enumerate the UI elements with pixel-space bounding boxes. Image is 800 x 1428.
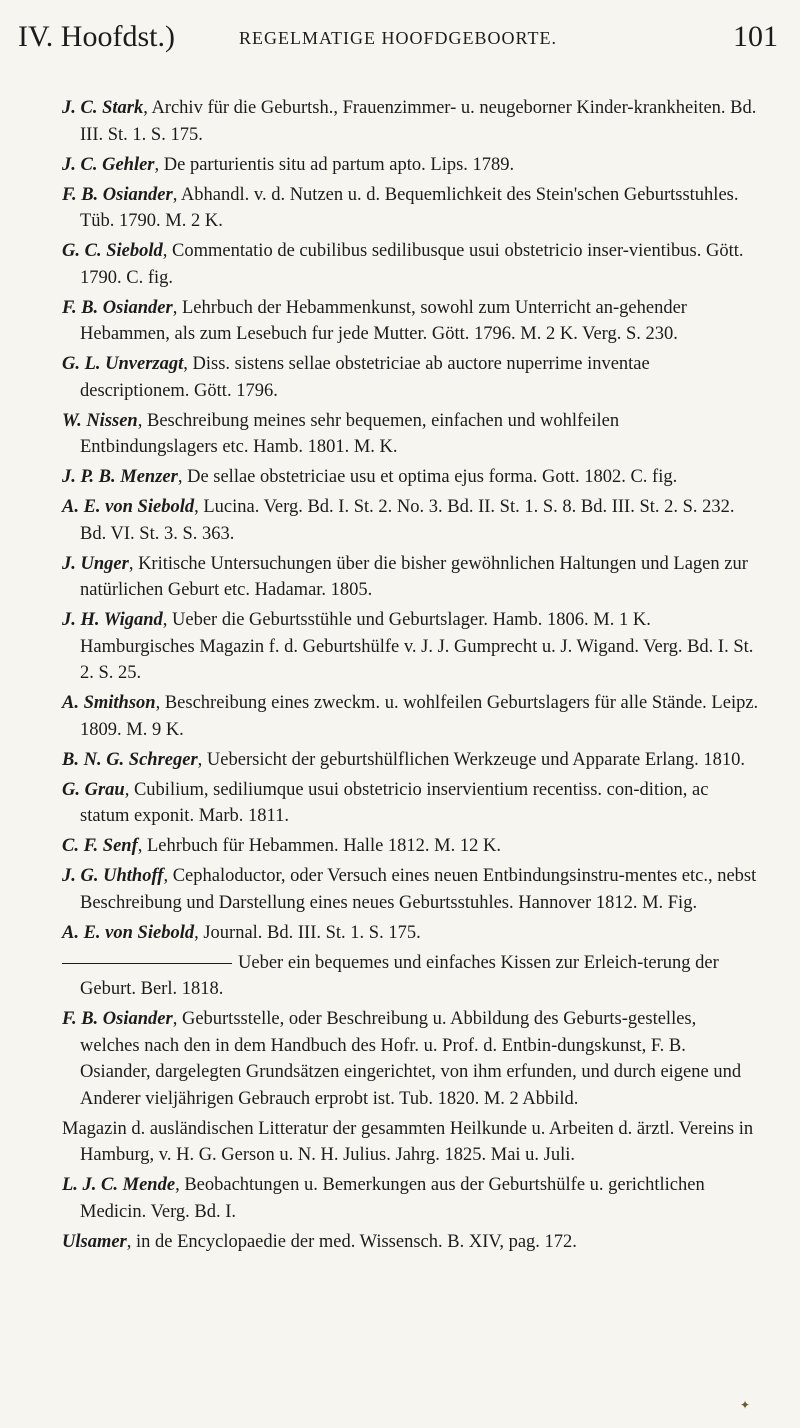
entry-author: A. Smithson xyxy=(62,693,156,713)
entry-text: , Lehrbuch für Hebammen. Halle 1812. M. 12 K. xyxy=(137,836,501,856)
entry-author: F. B. Osiander xyxy=(62,1009,173,1029)
bibliography-entry xyxy=(62,863,760,916)
chapter-label: IV. Hoofdst.) xyxy=(18,20,175,53)
entry-text: , Lucina. Verg. Bd. I. St. 2. No. 3. Bd. II. St. 1. S. 8. Bd. III. St. 2. S. 232. Bd. VI. St. 3. S. 363. xyxy=(80,497,735,544)
entry-text: , Uebersicht der geburtshülflichen Werkzeuge und Apparate Erlang. 1810. xyxy=(197,749,746,770)
entry-author: F. B. Osiander xyxy=(62,297,173,318)
entry-author: A. E. von Siebold xyxy=(62,922,195,943)
entry-text: Magazin d. ausländischen Litteratur der gesammten Heilkunde u. Arbeiten d. ärztl. Vereins in Hamburg, v. H. G. Gerson u. N. H. Julius. Jahrg. 1825. Mai u. Juli. xyxy=(62,1118,754,1165)
entry-text: , Beschreibung meines sehr bequemen, einfachen und wohlfeilen Entbindungslagers etc. Hamb. 1801. M. K. xyxy=(80,410,620,457)
entry-author: G. C. Siebold xyxy=(62,241,163,261)
entry-author: Ulsamer xyxy=(62,1231,127,1252)
entry-text: , Cephaloductor, oder Versuch eines neuen Entbindungsinstru-mentes etc., nebst Beschreibung und Darstellung eines neues Geburtsstuhles. Hannover 1812. M. Fig. xyxy=(80,866,757,913)
stray-mark: ✦ xyxy=(740,1398,751,1412)
entry-text: , Archiv für die Geburtsh., Frauenzimmer- u. neugeborner Kinder-krankheiten. Bd. III. St. 1. S. 175. xyxy=(80,98,757,145)
entry-author: G. L. Unverzagt xyxy=(62,354,184,374)
entry-text: , Beschreibung eines zweckm. u. wohlfeilen Geburtslagers für alle Stände. Leipz. 1809. M. 9 K. xyxy=(80,693,759,740)
bibliography-list xyxy=(62,95,760,1259)
entry-author: B. N. G. Schreger xyxy=(62,749,198,770)
bibliography-entry xyxy=(62,833,760,860)
bibliography-entry xyxy=(62,747,760,774)
bibliography-entry xyxy=(62,690,760,743)
entry-author: J. G. Uhthoff xyxy=(62,866,164,886)
page-header xyxy=(18,20,778,60)
bibliography-entry xyxy=(62,152,760,179)
entry-author: F. B. Osiander xyxy=(62,184,173,205)
entry-text: Ueber ein bequemes und einfaches Kissen zur Erleich-terung der Geburt. Berl. 1818. xyxy=(80,952,719,999)
bibliography-entry xyxy=(62,607,760,687)
entry-author: J. C. Gehler xyxy=(62,154,155,175)
running-title: REGELMATIGE HOOFDGEBOORTE. xyxy=(239,28,557,48)
entry-author: C. F. Senf xyxy=(62,836,138,856)
entry-author: L. J. C. Mende xyxy=(62,1175,176,1195)
entry-text: , Journal. Bd. III. St. 1. S. 175. xyxy=(194,922,421,943)
entry-author: W. Nissen xyxy=(62,410,138,431)
bibliography-entry xyxy=(62,494,760,547)
bibliography-entry xyxy=(62,920,760,947)
entry-text: , Kritische Untersuchungen über die bisher gewöhnlichen Haltungen und Lagen zur natürlichen Geburt etc. Hadamar. 1805. xyxy=(80,553,748,600)
entry-text: , Lehrbuch der Hebammenkunst, sowohl zum Unterricht an-gehender Hebammen, als zum Lesebuch fur jede Mutter. Gött. 1796. M. 2 K. Verg. S. 230. xyxy=(80,297,687,344)
entry-text: , Ueber die Geburtsstühle und Geburtslager. Hamb. 1806. M. 1 K. Hamburgisches Magazin f. d. Geburtshülfe v. J. J. Gumprecht u. J. Wigand. Verg. Bd. I. St. 2. S. 25. xyxy=(80,610,754,683)
entry-text: , Beobachtungen u. Bemerkungen aus der Geburtshülfe u. gerichtlichen Medicin. Verg. Bd. I. xyxy=(80,1175,705,1222)
entry-author: J. C. Stark xyxy=(62,98,144,118)
entry-author: J. H. Wigand xyxy=(62,610,163,630)
bibliography-entry xyxy=(62,295,760,348)
entry-author: A. E. von Siebold xyxy=(62,497,195,517)
entry-text: , Diss. sistens sellae obstetriciae ab auctore nuperrime inventae descriptionem. Gött. 1796. xyxy=(80,354,650,401)
page-number: 101 xyxy=(733,20,778,53)
bibliography-entry xyxy=(62,1116,760,1169)
bibliography-entry xyxy=(62,182,760,235)
entry-text: , Geburtsstelle, oder Beschreibung u. Abbildung des Geburts-gestelles, welches nach den in dem Handbuch des Hofr. u. Prof. d. Entbin-dungskunst, F. B. Osiander, dargelegten Grundsätzen eingerichtet, von ihm erfunden, und durch eigene und Anderer vieljährigen Gebrauch erprobt ist. Tub. 1820. M. 2 Abbild. xyxy=(80,1009,742,1109)
bibliography-entry xyxy=(62,1006,760,1112)
entry-text: , De parturientis situ ad partum apto. Lips. 1789. xyxy=(154,154,515,175)
bibliography-entry xyxy=(62,551,760,604)
bibliography-entry xyxy=(62,95,760,148)
bibliography-entry xyxy=(62,351,760,404)
entry-text: , De sellae obstetriciae usu et optima ejus forma. Gott. 1802. C. fig. xyxy=(177,467,678,487)
entry-text: , Commentatio de cubilibus sedilibusque usui obstetricio inser-vientibus. Gött. 1790. C. fig. xyxy=(80,241,744,288)
entry-author: G. Grau xyxy=(62,779,125,800)
bibliography-entry xyxy=(62,1172,760,1225)
entry-author: J. Unger xyxy=(62,553,129,574)
bibliography-entry xyxy=(62,777,760,830)
bibliography-entry xyxy=(62,464,760,491)
bibliography-entry xyxy=(62,408,760,461)
entry-author: J. P. B. Menzer xyxy=(62,467,178,487)
entry-text: , Cubilium, sediliumque usui obstetricio inservientium recentiss. con-dition, ac statum exponit. Marb. 1811. xyxy=(80,779,709,826)
bibliography-entry xyxy=(62,238,760,291)
bibliography-entry xyxy=(62,1229,760,1256)
entry-text: , Abhandl. v. d. Nutzen u. d. Bequemlichkeit des Stein'schen Geburtsstuhles. Tüb. 1790. M. 2 K. xyxy=(80,184,739,231)
entry-text: , in de Encyclopaedie der med. Wissensch. B. XIV, pag. 172. xyxy=(126,1231,577,1252)
ditto-rule xyxy=(62,963,232,964)
bibliography-entry xyxy=(62,950,760,1003)
